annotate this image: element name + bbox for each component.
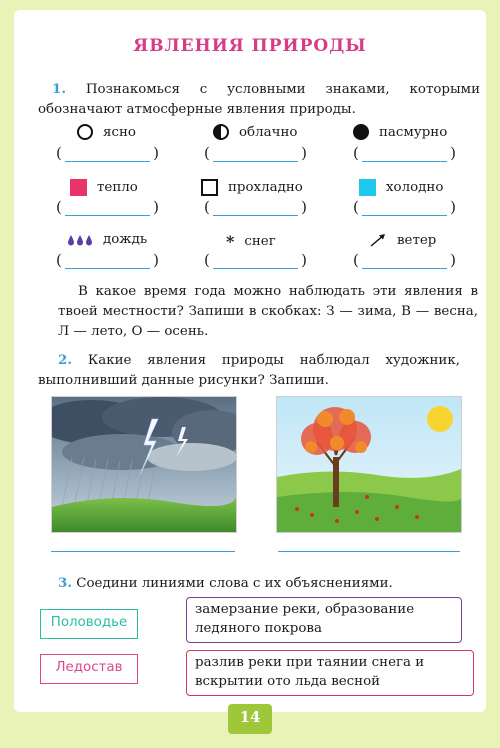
symbol-label: прохладно — [228, 180, 303, 195]
task3-text: Соедини линиями слова с их объяснениями. — [76, 576, 393, 591]
answer-blank[interactable]: ( ) — [204, 144, 307, 162]
symbol-label: дождь — [103, 232, 148, 247]
symbol-cool — [201, 179, 303, 196]
task1-number: 1. — [52, 81, 66, 97]
symbol-label: снег — [244, 234, 276, 249]
answer-blank[interactable]: ( ) — [353, 251, 456, 269]
symbol-cold — [359, 179, 443, 196]
symbol-label: пасмурно — [379, 124, 448, 140]
open-square-icon — [201, 179, 218, 196]
task1-text: Познакомься с условными знаками, которыми обозначают атмосферные явления природы. — [38, 82, 480, 117]
symbol-label: тепло — [97, 180, 138, 195]
answer-blank[interactable]: ( ) — [56, 198, 159, 216]
answer-blank[interactable]: ( ) — [56, 251, 159, 269]
half-circle-icon — [213, 124, 229, 140]
symbol-label: холодно — [386, 180, 444, 195]
task3-instruction — [38, 573, 460, 594]
answer-blank[interactable]: ( ) — [204, 198, 307, 216]
symbol-wind — [369, 232, 436, 248]
season-question: В какое время года можно наблюдать эти явления в твоей местности? Запиши в скобках: З — зима, В — весна, Л — лето, О — осень. — [58, 284, 478, 339]
red-square-icon — [70, 179, 87, 196]
task2-instruction — [38, 350, 460, 391]
answer-blank[interactable]: ( ) — [353, 198, 456, 216]
task2-number: 2. — [58, 352, 72, 368]
cyan-square-icon — [359, 179, 376, 196]
task1-instruction — [38, 79, 480, 120]
symbol-clear — [77, 124, 136, 140]
symbol-rain — [67, 232, 147, 247]
definition-freeze-up[interactable]: замерзание реки, образование ледяного покрова — [186, 597, 462, 643]
task2-answer-line-2[interactable] — [278, 551, 460, 552]
symbol-label: ясно — [103, 124, 136, 140]
autumn-tree-picture — [276, 396, 462, 533]
task2-text: Какие явления природы наблюдал художник, выполнивший данные рисунки? Запиши. — [38, 353, 460, 388]
storm-picture — [51, 396, 237, 533]
open-circle-icon — [77, 124, 93, 140]
definition-flood[interactable]: разлив реки при таянии снега и вскрытии ото льда весной — [186, 650, 474, 696]
raindrops-icon — [67, 234, 93, 246]
snowflake-icon: * — [226, 232, 235, 251]
symbol-snow — [226, 232, 276, 251]
symbol-warm — [70, 179, 138, 196]
wind-arrow-icon — [369, 232, 387, 248]
word-flood[interactable]: Половодье — [40, 609, 138, 639]
answer-blank[interactable]: ( ) — [56, 144, 159, 162]
symbol-label: облачно — [239, 124, 298, 140]
symbol-label: ветер — [397, 232, 437, 248]
symbol-cloudy — [213, 124, 297, 140]
task2-answer-line-1[interactable] — [51, 551, 235, 552]
answer-blank[interactable]: ( ) — [204, 251, 307, 269]
page-title: ЯВЛЕНИЯ ПРИРОДЫ — [133, 36, 367, 56]
task3-number: 3. — [58, 575, 72, 591]
word-freeze-up[interactable]: Ледостав — [40, 654, 138, 684]
page-number: 14 — [239, 708, 261, 726]
symbol-overcast — [353, 124, 447, 140]
answer-blank[interactable]: ( ) — [353, 144, 456, 162]
filled-circle-icon — [353, 124, 369, 140]
